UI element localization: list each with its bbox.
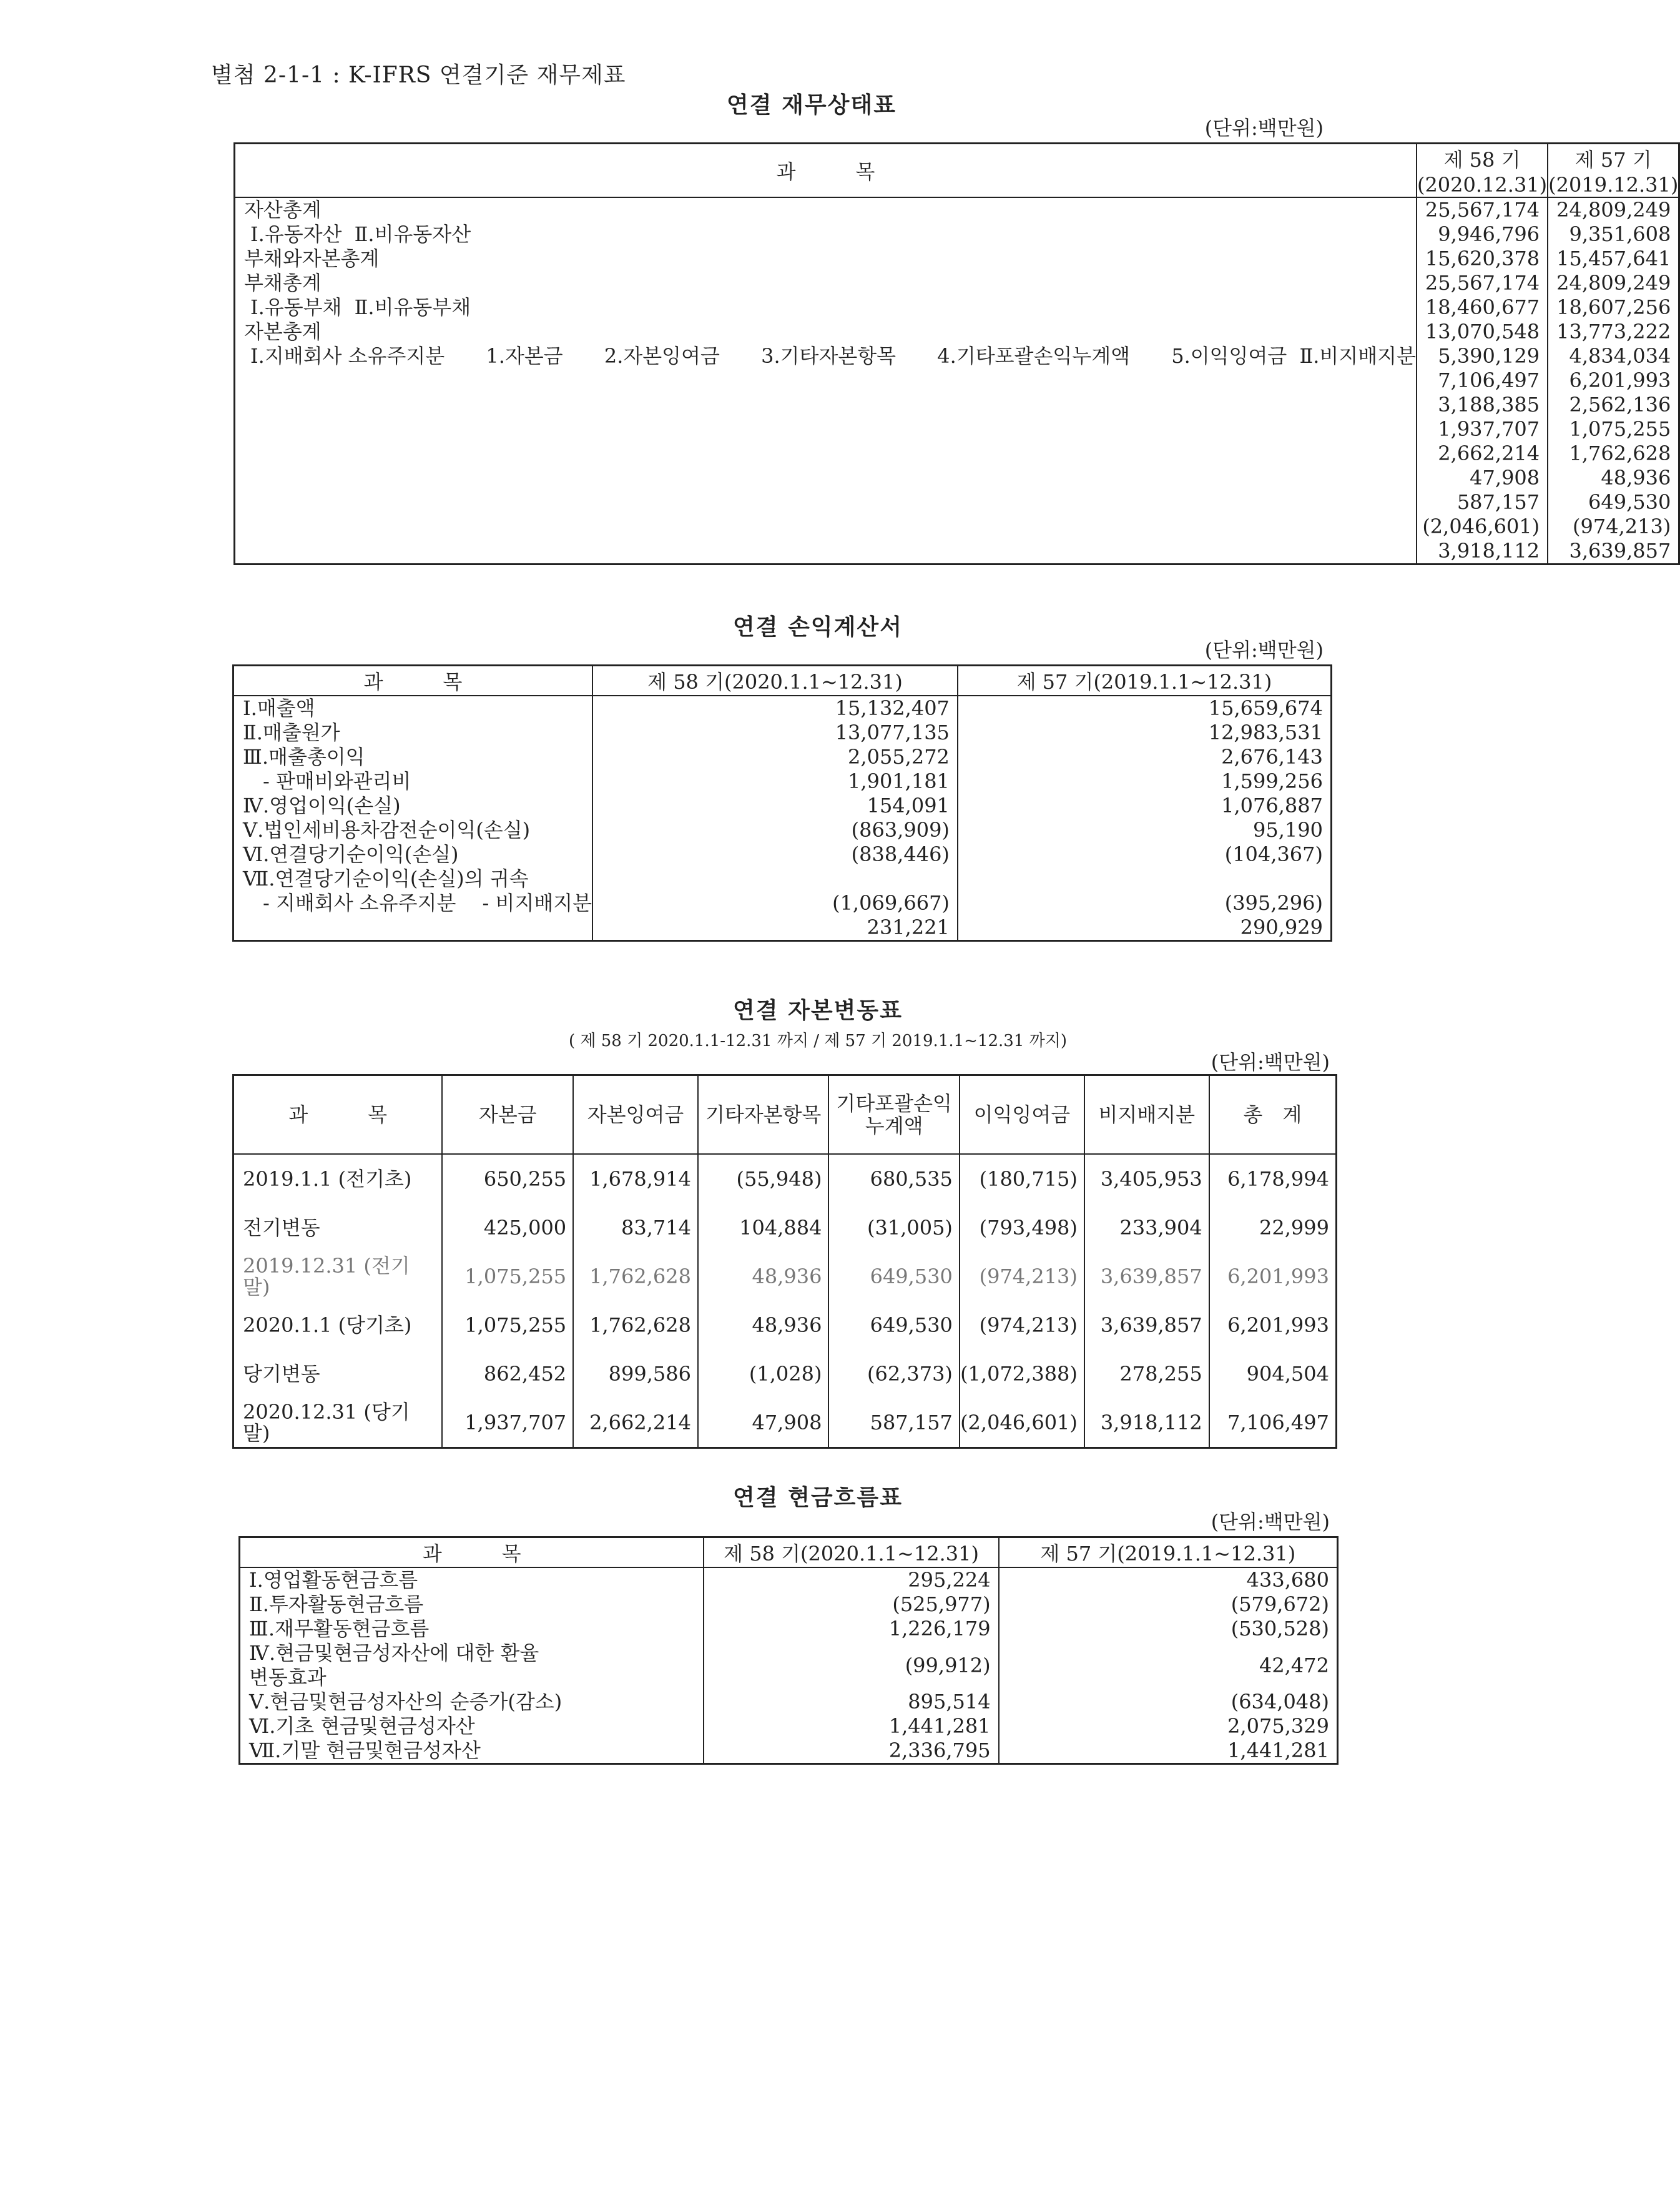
header-total: 총 계 [1209,1075,1337,1155]
table-header-row [240,1537,1338,1568]
income-statement-unit: (단위:백만원) [1204,638,1324,662]
equity-changes-title: 연결 자본변동표 [733,997,903,1023]
row-label: Ⅰ.매출액 Ⅱ.매출원가 Ⅲ.매출총이익 - 판매비와관리비 Ⅳ.영업이익(손실) Ⅴ.법인세비용차감전순이익(손실) Ⅵ.연결당기순이익(손실) Ⅶ.연결당기순이익(손실)의 귀속 - 지배회사 소유주지분 - 비지배지분 [233,696,593,941]
cash-flow-table [238,1536,1339,1765]
table-row: 전기변동 425,000 83,714 104,884 (31,005) (793,498) 233,904 22,999 [233,1203,1337,1252]
row-label: 자산총계 Ⅰ.유동자산 Ⅱ.비유동자산 부채와자본총계 부채총계 Ⅰ.유동부채 Ⅱ.비유동부채 자본총계 Ⅰ.지배회사 소유주지분 1.자본금 2.자본잉여금 3.기타자본항목 4.기타포괄손익누계액 5.이익잉여금 Ⅱ.비지배지분 [235,197,1417,565]
table-row: 2020.12.31 (당기말) 1,937,707 2,662,214 47,908 587,157 (2,046,601) 3,918,112 7,106,497 [233,1398,1337,1448]
header-subject: 과 목 [240,1537,704,1568]
header-retained-earnings: 이익잉여금 [960,1075,1084,1155]
header-current-period: 제 58 기(2020.12.31) [1417,144,1548,198]
table-row: 2019.1.1 (전기초) 650,255 1,678,914 (55,948) 680,535 (180,715) 3,405,953 6,178,994 [233,1154,1337,1203]
table-row: Ⅴ.현금및현금성자산의 순증가(감소) 895,514 (634,048) [240,1690,1338,1714]
table-row: Ⅶ.기말 현금및현금성자산 2,336,795 1,441,281 [240,1739,1338,1764]
equity-changes-unit: (단위:백만원) [1211,1050,1330,1074]
table-row: 2020.1.1 (당기초) 1,075,255 1,762,628 48,936 649,530 (974,213) 3,639,857 6,201,993 [233,1301,1337,1349]
table-row: Ⅰ.영업활동현금흐름 295,224 433,680 [240,1567,1338,1592]
prior-period-values: 15,659,674 12,983,531 2,676,143 1,599,256 1,076,887 95,190 (104,367) (395,296) 290,929 [1208,696,1323,939]
table-header-row [233,1075,1337,1155]
cash-flow-unit: (단위:백만원) [1211,1510,1330,1534]
header-current-period: 제 58 기(2020.1.1~12.31) [704,1537,998,1568]
table-row: 2019.12.31 (전기말) 1,075,255 1,762,628 48,936 649,530 (974,213) 3,639,857 6,201,993 [233,1252,1337,1301]
cash-flow-title: 연결 현금흐름표 [733,1484,903,1511]
table-row: Ⅵ.기초 현금및현금성자산 1,441,281 2,075,329 [240,1714,1338,1739]
current-period-values: 25,567,174 9,946,796 15,620,378 25,567,174 18,460,677 13,070,548 5,390,129 7,106,497 3,188,385 1,937,707 2,662,214 47,908 587,157 (2,046,601) 3,918,112 [1417,197,1548,565]
income-statement-title: 연결 손익계산서 [733,614,903,640]
prior-period-values: 24,809,249 9,351,608 15,457,641 24,809,249 18,607,256 13,773,222 4,834,034 6,201,993 2,562,136 1,075,255 1,762,628 48,936 649,530 (974,213) 3,639,857 [1556,198,1671,563]
document-header: 별첨 2-1-1 : K-IFRS 연결기준 재무제표 [211,62,626,88]
header-prior-period: 제 57 기(2019.1.1~12.31) [958,666,1332,696]
header-prior-period: 제 57 기(2019.1.1~12.31) [999,1537,1338,1568]
table-row: Ⅱ.투자활동현금흐름 (525,977) (579,672) [240,1592,1338,1617]
table-header-row [233,666,1332,696]
header-capital: 자본금 [442,1075,573,1155]
table-row: Ⅲ.재무활동현금흐름 1,226,179 (530,528) [240,1617,1338,1641]
balance-sheet-table [233,142,1680,565]
equity-changes-table [232,1074,1337,1449]
header-subject: 과 목 [233,666,593,696]
balance-sheet-unit: (단위:백만원) [1204,116,1324,140]
header-nci: 비지배지분 [1084,1075,1209,1155]
income-statement-table [232,664,1332,942]
equity-changes-subtitle: ( 제 58 기 2020.1.1-12.31 까지 / 제 57 기 2019.1.1~12.31 까지) [568,1032,1068,1050]
header-aoci: 기타포괄손익누계액 [828,1075,959,1155]
header-current-period: 제 58 기(2020.1.1~12.31) [592,666,958,696]
header-capital-surplus: 자본잉여금 [573,1075,698,1155]
header-subject: 과 목 [235,144,1417,198]
header-prior-period: 제 57 기(2019.12.31) [1548,144,1679,198]
header-other-capital: 기타자본항목 [698,1075,828,1155]
table-row: 당기변동 862,452 899,586 (1,028) (62,373) (1,072,388) 278,255 904,504 [233,1349,1337,1398]
balance-sheet-title: 연결 재무상태표 [727,92,896,118]
table-row: Ⅳ.현금및현금성자산에 대한 환율변동효과 (99,912) 42,472 [240,1641,1338,1690]
table-header-row [235,144,1679,198]
header-subject: 과 목 [233,1075,443,1155]
current-period-values: 15,132,407 13,077,135 2,055,272 1,901,181 154,091 (863,909) (838,446) (1,069,667) 231,221 [592,696,958,941]
